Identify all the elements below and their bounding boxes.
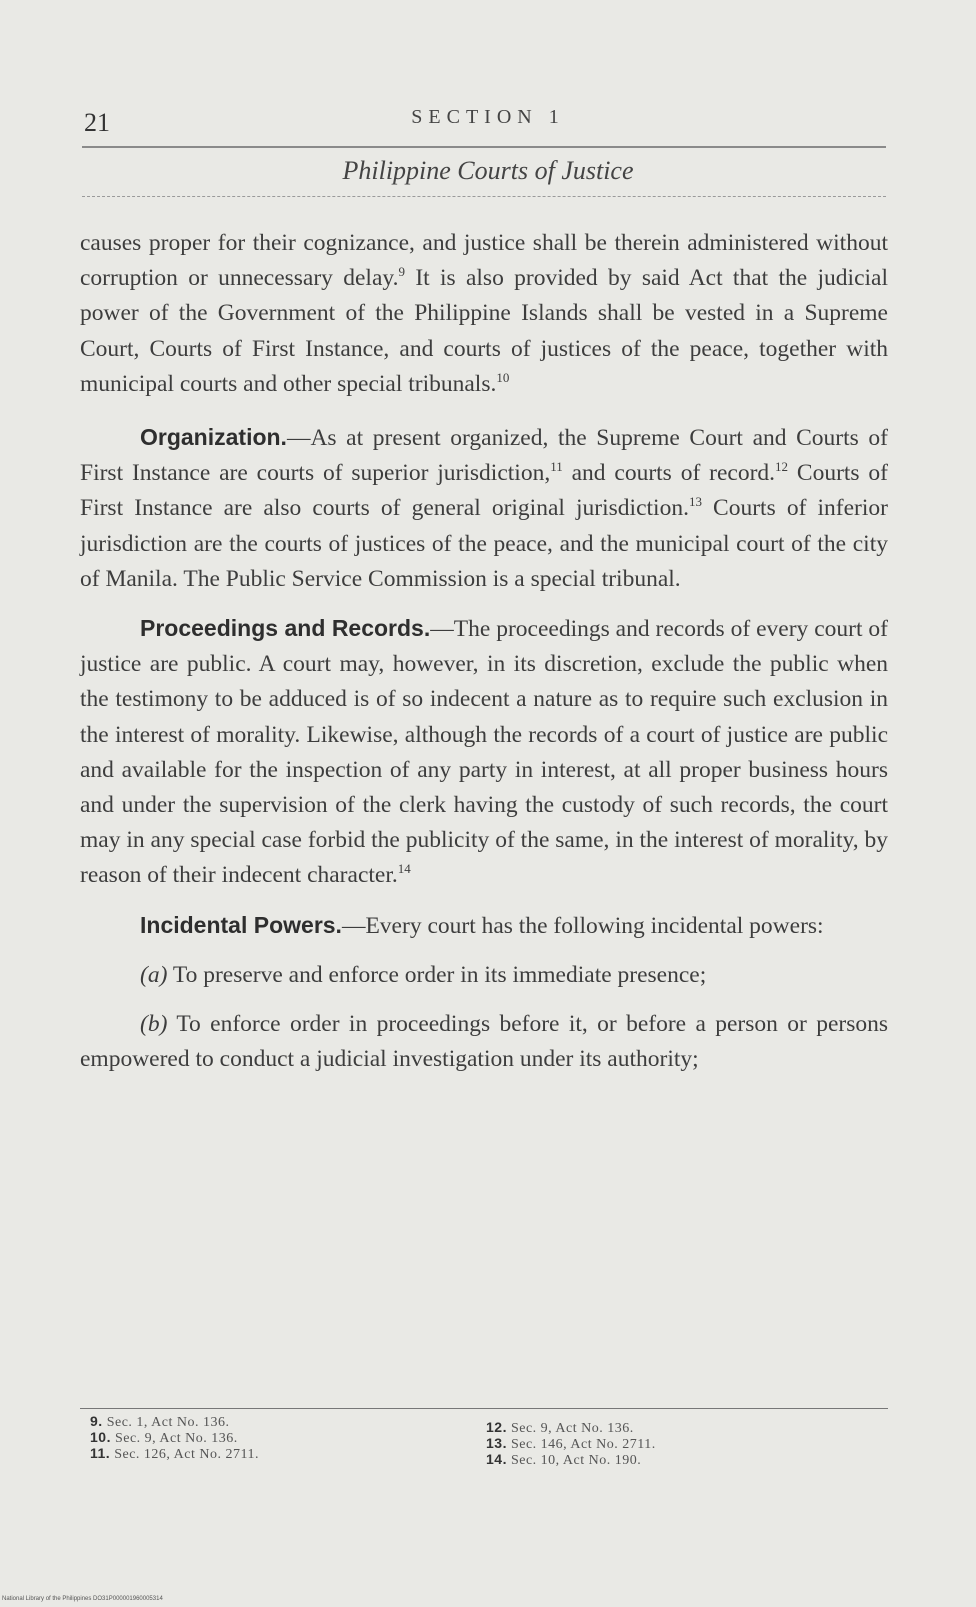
footnote-number: 10. xyxy=(90,1429,111,1445)
footnote-ref: 10 xyxy=(496,369,510,385)
footnote xyxy=(486,1452,866,1468)
paragraph-continuation xyxy=(80,226,888,402)
list-label: (a) xyxy=(140,961,168,988)
footnote xyxy=(486,1436,866,1452)
footnote-text: Sec. 126, Act No. 2711. xyxy=(114,1447,259,1462)
text-run: Courts of inferior jurisdiction are the courts of justices of the peace, and the municipal court of the city of Manila. The Public Service Commission is a special tribunal. xyxy=(80,495,888,592)
footnote-number: 9. xyxy=(90,1413,103,1429)
footnote-text: Sec. 146, Act No. 2711. xyxy=(510,1437,656,1452)
text-run: —Every court has the following incidental powers: xyxy=(341,912,824,939)
scan-watermark: National Library of the Philippines DO31P000001960005314 xyxy=(2,1596,163,1602)
text-run: and courts of record. xyxy=(562,460,776,487)
text-run: —The proceedings and records of every court of justice are public. A court may, however, in its discretion, exclude the public when the testimony to be adduced is of so indecent a nature as to require such exclusion in the interest of morality. Likewise, although the records of a court of justice are public and available for the inspection of any party in interest, at all proper business hours and under the supervision of the clerk having the custody of such records, the court may in any special case forbid the publicity of the same, in the interest of morality, by reason of their indecent character. xyxy=(80,616,889,889)
footnotes-left xyxy=(90,1414,470,1462)
text-run: To preserve and enforce order in its immediate presence; xyxy=(167,961,707,988)
text-run: —As at present organized, the Supreme Court and Courts of First Instance are courts of superior jurisdiction, xyxy=(80,425,888,487)
footnote xyxy=(486,1420,866,1436)
list-item-b xyxy=(80,1007,888,1077)
body-text xyxy=(80,226,888,1091)
text-run: Courts of First Instance are also courts of general original jurisdiction. xyxy=(80,460,889,522)
footnote-text: Sec. 1, Act No. 136. xyxy=(106,1415,230,1430)
footnote-number: 11. xyxy=(90,1445,111,1461)
footnote-text: Sec. 9, Act No. 136. xyxy=(114,1431,238,1446)
section-title: SECTION 1 xyxy=(411,106,565,128)
footnote-ref: 11 xyxy=(550,459,563,475)
footnote-number: 13. xyxy=(486,1435,507,1451)
footnote-text: Sec. 9, Act No. 136. xyxy=(510,1421,634,1436)
list-label: (b) xyxy=(140,1011,168,1038)
header-divider xyxy=(82,196,886,197)
list-item-a xyxy=(80,958,888,993)
footnote xyxy=(90,1414,470,1430)
footnote xyxy=(90,1446,470,1462)
footnote-number: 12. xyxy=(486,1419,507,1435)
footnote-text: Sec. 10, Act No. 190. xyxy=(510,1453,642,1468)
footnote-ref: 13 xyxy=(688,494,702,510)
running-title: Philippine Courts of Justice xyxy=(342,156,634,185)
footnote-rule xyxy=(80,1408,888,1409)
footnote xyxy=(90,1430,470,1446)
text-run: causes proper for their cognizance, and justice shall be therein administered without corruption or unnecessary delay. xyxy=(80,230,888,292)
footnote-ref: 14 xyxy=(397,861,411,877)
footnotes-right xyxy=(486,1420,866,1468)
text-run: It is also provided by said Act that the judicial power of the Government of the Philippine Islands shall be vested in a Supreme Court, Courts of First Instance, and courts of justices of the peace, together with municipal courts and other special tribunals. xyxy=(80,265,888,397)
paragraph-heading: Organization. xyxy=(140,424,287,451)
page-number: 21 xyxy=(84,108,110,137)
paragraph-heading: Incidental Powers. xyxy=(140,911,342,938)
paragraph-proceedings xyxy=(80,611,888,894)
header-rule xyxy=(82,146,886,148)
paragraph-incidental-powers xyxy=(80,908,888,944)
paragraph-organization xyxy=(80,420,888,597)
footnote-number: 14. xyxy=(486,1451,507,1467)
paragraph-heading: Proceedings and Records. xyxy=(140,615,431,642)
text-run: To enforce order in proceedings before it, or before a person or persons empowered to conduct a judicial investigation under its authority; xyxy=(80,1011,888,1073)
footnote-ref: 12 xyxy=(775,459,789,475)
footnote-ref: 9 xyxy=(398,264,405,280)
